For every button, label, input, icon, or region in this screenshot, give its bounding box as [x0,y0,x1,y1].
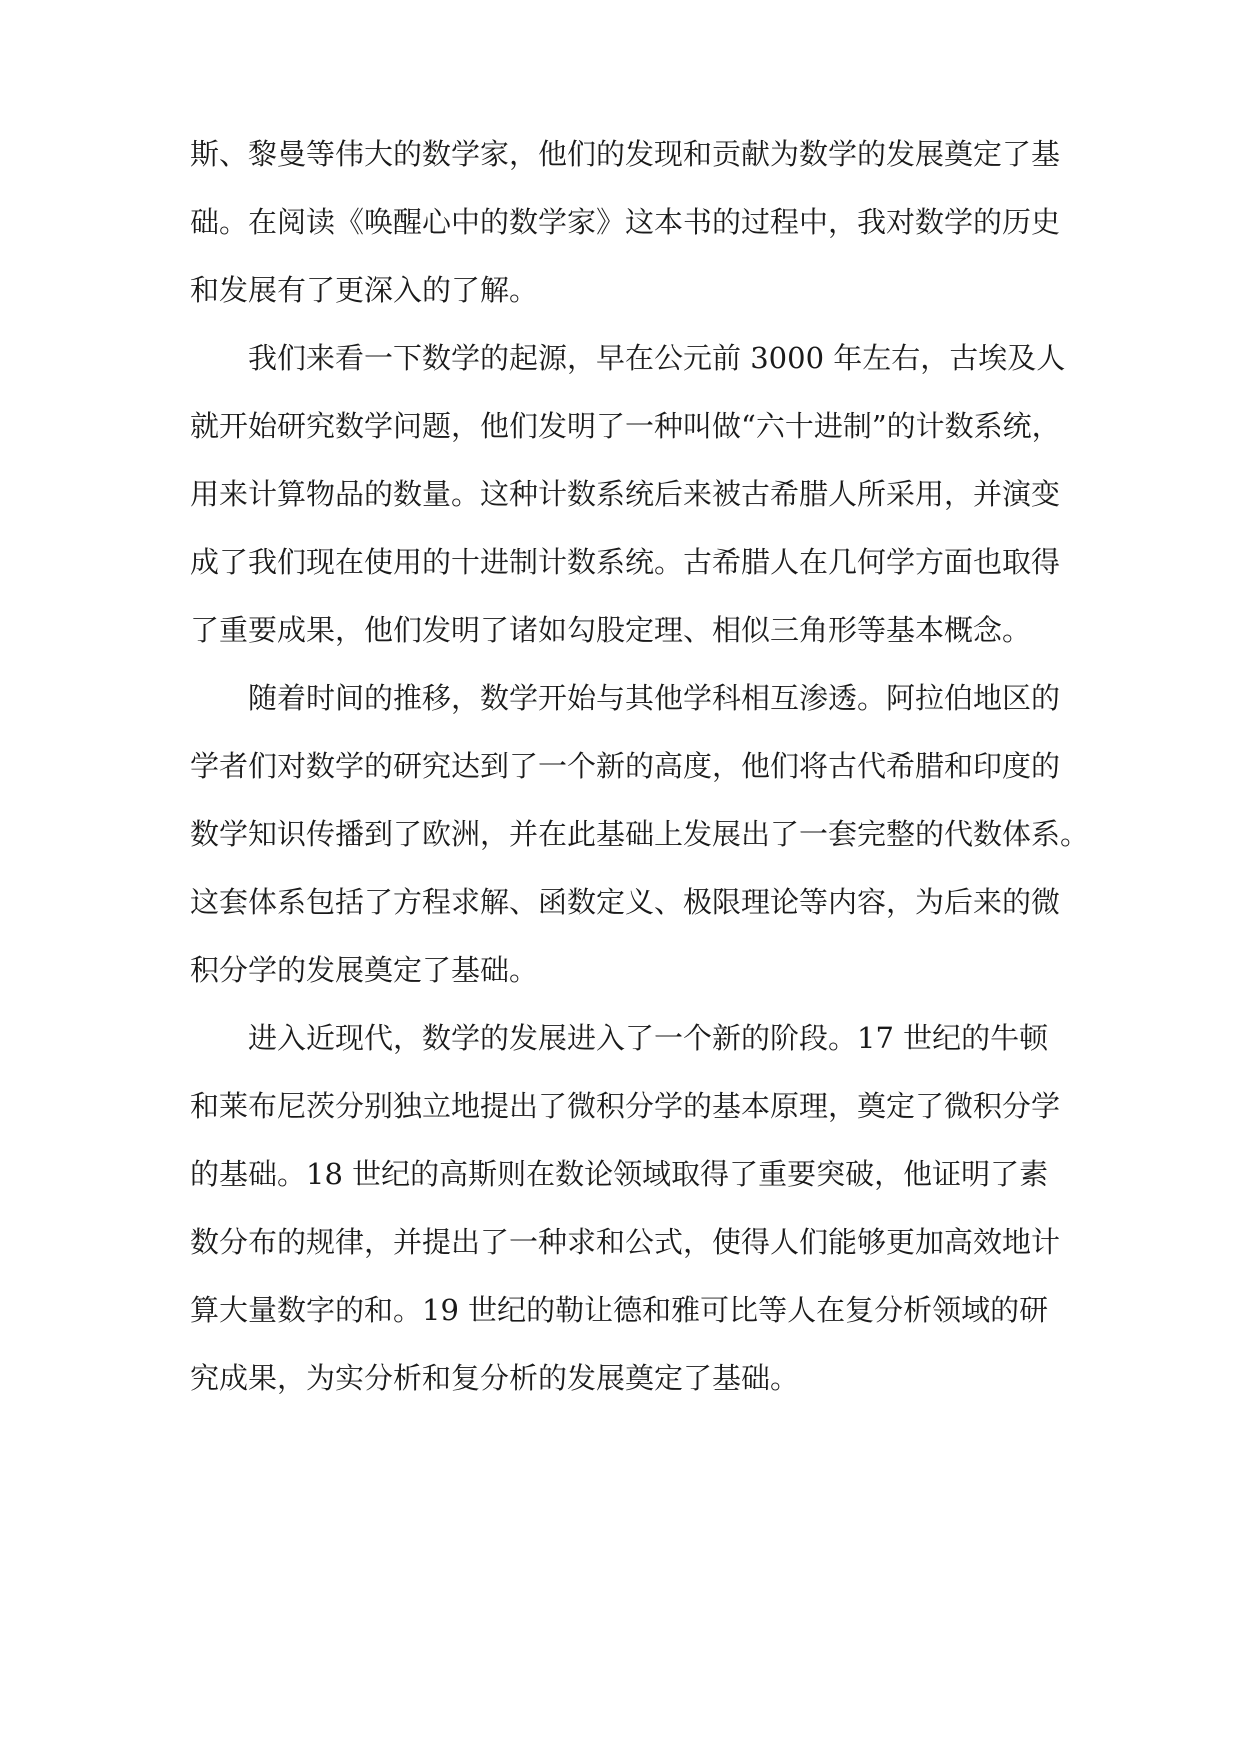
text-line: 究成果，为实分析和复分析的发展奠定了基础。 [190,1361,800,1395]
text-line: 用来计算物品的数量。这种计数系统后来被古希腊人所采用，并演变 [190,477,1061,511]
text-line: 础。在阅读《唤醒心中的数学家》这本书的过程中，我对数学的历史 [190,205,1061,239]
text-line: 就开始研究数学问题，他们发明了一种叫做“六十进制”的计数系统， [190,409,1061,443]
text-line: 随着时间的推移，数学开始与其他学科相互渗透。阿拉伯地区的 [248,681,1061,715]
text-line: 数分布的规律，并提出了一种求和公式，使得人们能够更加高效地计 [190,1225,1061,1259]
text-line: 和发展有了更深入的了解。 [190,273,539,307]
text-line: 的基础。18 世纪的高斯则在数论领域取得了重要突破，他证明了素 [190,1157,1049,1191]
text-line: 我们来看一下数学的起源，早在公元前 3000 年左右，古埃及人 [248,341,1066,375]
text-line: 斯、黎曼等伟大的数学家，他们的发现和贡献为数学的发展奠定了基 [190,137,1061,171]
text-line: 进入近现代，数学的发展进入了一个新的阶段。17 世纪的牛顿 [248,1021,1049,1055]
text-line: 数学知识传播到了欧洲，并在此基础上发展出了一套完整的代数体系。 [190,817,1090,851]
text-line: 算大量数字的和。19 世纪的勒让德和雅可比等人在复分析领域的研 [190,1293,1049,1327]
text-line: 积分学的发展奠定了基础。 [190,953,539,987]
text-line: 这套体系包括了方程求解、函数定义、极限理论等内容，为后来的微 [190,885,1061,919]
text-line: 成了我们现在使用的十进制计数系统。古希腊人在几何学方面也取得 [190,545,1061,579]
text-line: 和莱布尼茨分别独立地提出了微积分学的基本原理，奠定了微积分学 [190,1089,1061,1123]
text-line: 学者们对数学的研究达到了一个新的高度，他们将古代希腊和印度的 [190,749,1061,783]
text-line: 了重要成果，他们发明了诸如勾股定理、相似三角形等基本概念。 [190,613,1032,647]
